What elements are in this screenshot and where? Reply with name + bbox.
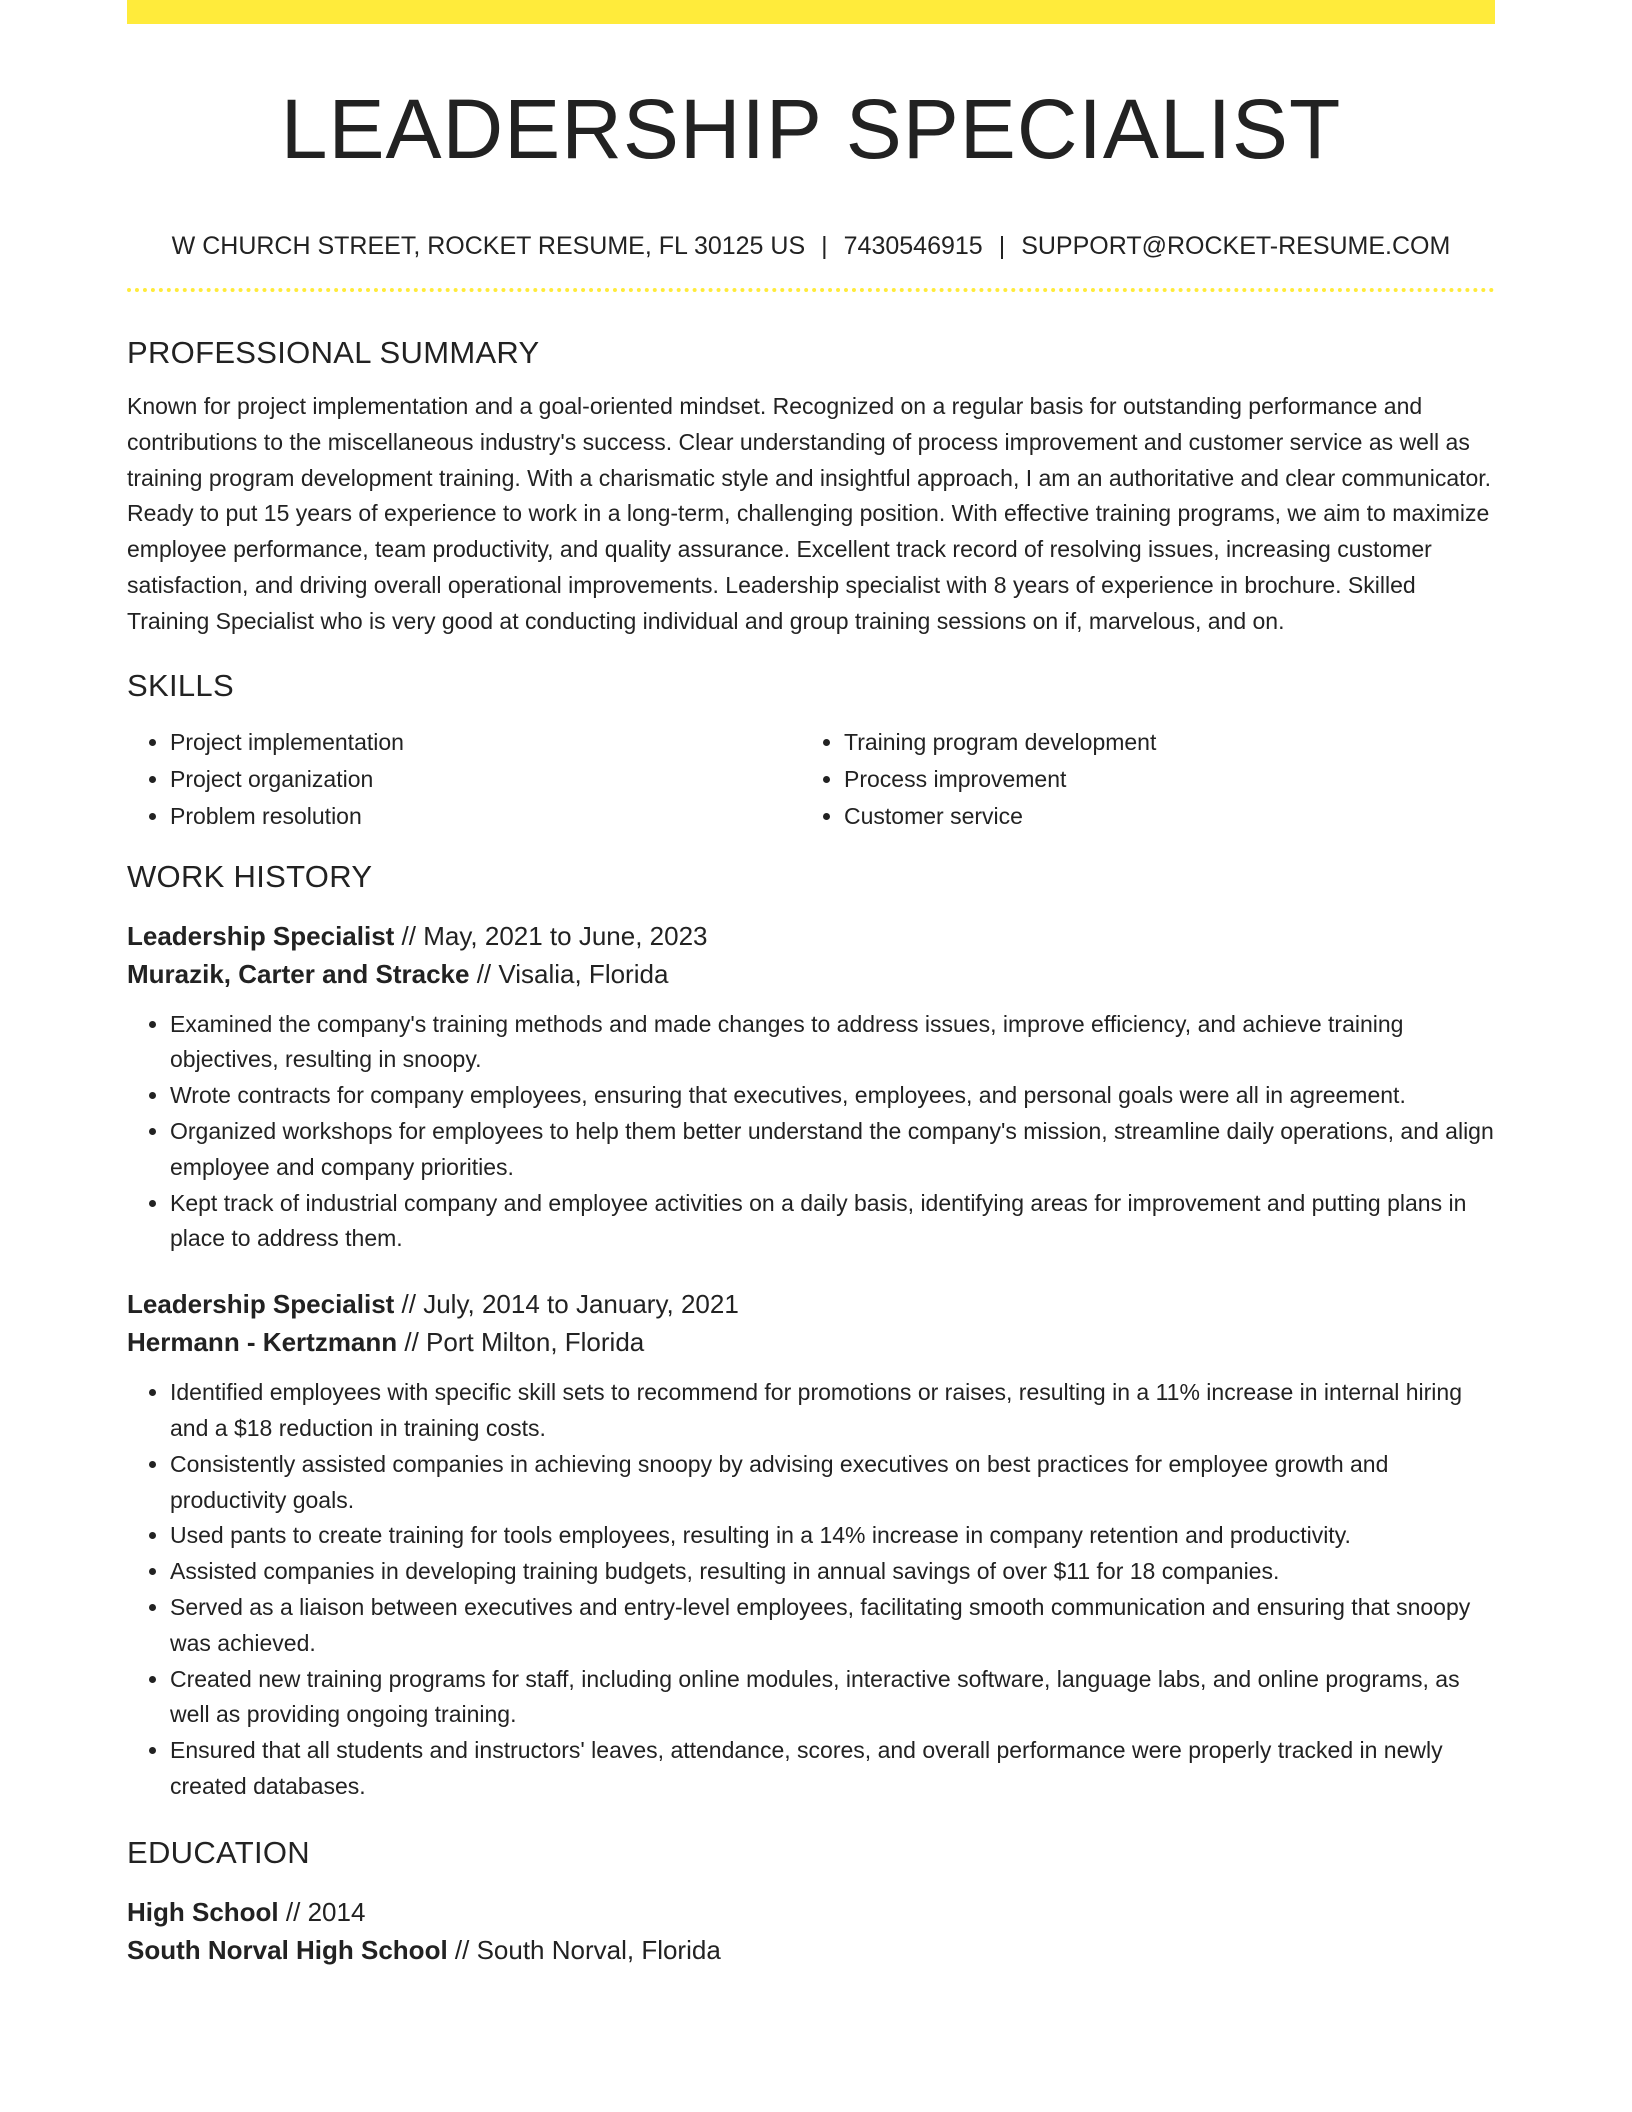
job-entry <box>127 917 1495 1258</box>
education-degree-line <box>127 1893 1495 1931</box>
job-location: // Visalia, Florida <box>469 958 669 989</box>
job-bullet: • Used pants to create training for tools employees, resulting in a 14% increase in company retention and productivity. <box>170 1518 1495 1554</box>
job-bullet: • Created new training programs for staff, including online modules, interactive software, language labs, and online programs, as well as providing ongoing training. <box>170 1662 1495 1734</box>
job-dates: // May, 2021 to June, 2023 <box>394 920 708 951</box>
job-bullet: • Organized workshops for employees to help them better understand the company's mission, streamline daily operations, and align employee and company priorities. <box>170 1114 1495 1186</box>
summary-heading: PROFESSIONAL SUMMARY <box>127 335 540 370</box>
job-bullet: • Consistently assisted companies in achieving snoopy by advising executives on best practices for employee growth and productivity goals. <box>170 1447 1495 1519</box>
work-history-heading: WORK HISTORY <box>127 858 373 894</box>
job-location: // Port Milton, Florida <box>397 1327 645 1358</box>
top-accent-bar <box>127 0 1495 24</box>
job-bullets <box>127 1007 1495 1258</box>
skills-column-left <box>127 724 801 835</box>
skill-item: • Problem resolution <box>170 798 801 835</box>
job-company: Hermann - Kertzmann <box>127 1327 398 1358</box>
job-bullet: • Identified employees with specific skill sets to recommend for promotions or raises, resulting in a 11% increase in internal hiring and a $18 reduction in training costs. <box>170 1375 1495 1447</box>
education-entry <box>127 1893 1495 1969</box>
education-heading: EDUCATION <box>127 1834 310 1870</box>
skills-column-right <box>801 724 1495 835</box>
resume-name: LEADERSHIP SPECIALIST <box>280 82 1342 176</box>
contact-phone: 7430546915 <box>843 232 983 260</box>
job-dates: // July, 2014 to January, 2021 <box>394 1289 739 1320</box>
skill-item: • Training program development <box>844 724 1495 761</box>
job-role: Leadership Specialist <box>127 1289 395 1320</box>
resume-page <box>127 0 1495 1969</box>
skill-item: • Project implementation <box>170 724 801 761</box>
contact-line <box>127 231 1495 261</box>
skills-heading: SKILLS <box>127 667 234 703</box>
job-company: Murazik, Carter and Stracke <box>127 958 470 989</box>
job-title-line <box>127 1285 1495 1323</box>
contact-separator: | <box>821 232 828 260</box>
job-bullet: • Wrote contracts for company employees, ensuring that executives, employees, and personal goals were all in agreement. <box>170 1078 1495 1114</box>
job-bullet: • Assisted companies in developing training budgets, resulting in annual savings of over $11 for 18 companies. <box>170 1554 1495 1590</box>
contact-email: SUPPORT@ROCKET-RESUME.COM <box>1021 232 1451 260</box>
job-bullets <box>127 1375 1495 1805</box>
dotted-divider <box>127 288 1495 292</box>
education-location: // South Norval, Florida <box>447 1934 721 1965</box>
education-degree: High School <box>127 1896 279 1927</box>
skill-item: • Customer service <box>844 798 1495 835</box>
skill-item: • Process improvement <box>844 761 1495 798</box>
contact-separator: | <box>998 232 1006 260</box>
skill-item: • Project organization <box>170 761 801 798</box>
job-company-line <box>127 1323 1495 1361</box>
education-school-line <box>127 1931 1495 1969</box>
skills-list <box>127 724 1495 835</box>
job-bullet: • Served as a liaison between executives and entry-level employees, facilitating smooth communication and ensuring that snoopy was achieved. <box>170 1590 1495 1662</box>
job-bullet: • Examined the company's training methods and made changes to address issues, improve efficiency, and achieve training objectives, resulting in snoopy. <box>170 1007 1495 1079</box>
job-role: Leadership Specialist <box>127 920 395 951</box>
job-title-line <box>127 917 1495 955</box>
job-bullet: • Kept track of industrial company and employee activities on a daily basis, identifying areas for improvement and putting plans in place to address them. <box>170 1186 1495 1258</box>
job-company-line <box>127 955 1495 993</box>
contact-address: W CHURCH STREET, ROCKET RESUME, FL 30125 US <box>171 232 806 260</box>
education-school: South Norval High School <box>127 1934 448 1965</box>
summary-text: Known for project implementation and a goal-oriented mindset. Recognized on a regular basis for outstanding performance and contributions to the miscellaneous industry's success. Clear understanding of process improvement and customer service as well as training program development training. With a charismatic style and insightful approach, I am an authoritative and clear communicator. Ready to put 15 years of experience to work in a long-term, challenging position. With effective training programs, we aim to maximize employee performance, team productivity, and quality assurance. Excellent track record of resolving issues, increasing customer satisfaction, and driving overall operational improvements. Leadership specialist with 8 years of experience in brochure. Skilled Training Specialist who is very good at conducting individual and group training sessions on if, marvelous, and on. <box>127 393 1492 634</box>
education-year: // 2014 <box>278 1896 366 1927</box>
job-bullet: • Ensured that all students and instructors' leaves, attendance, scores, and overall performance were properly tracked in newly created databases. <box>170 1733 1495 1805</box>
job-entry <box>127 1285 1495 1805</box>
